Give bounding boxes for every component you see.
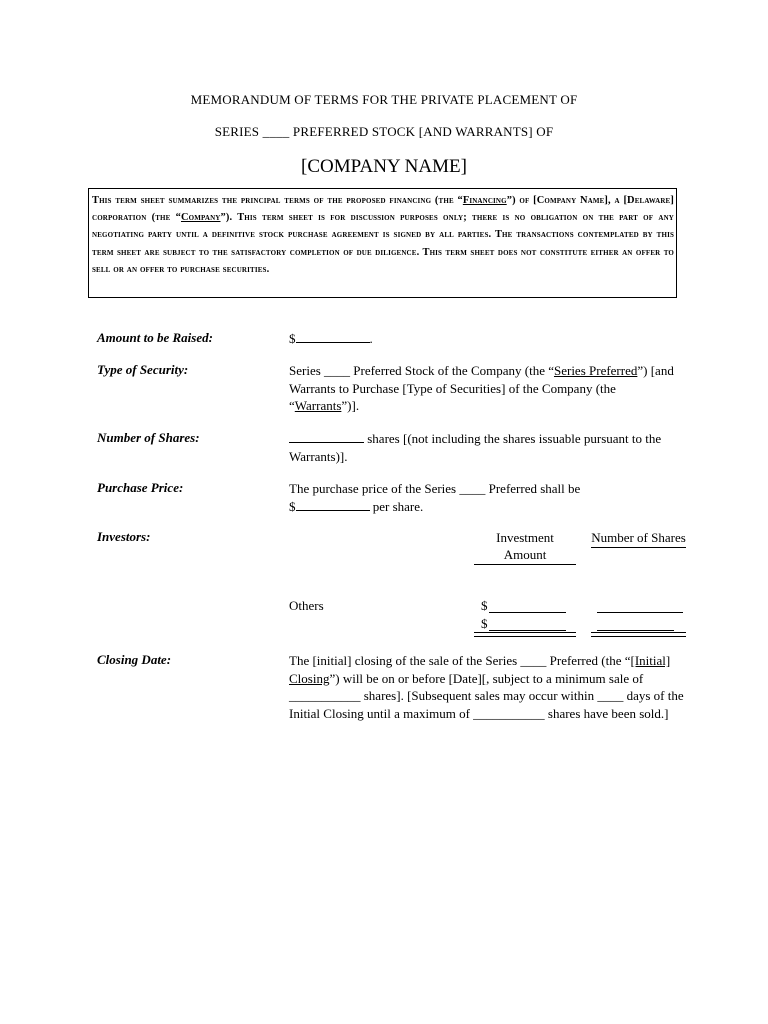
- number-of-shares-header: Number of Shares: [591, 529, 686, 548]
- security-text-2: ”) [and Warrants to Purchase [Type of Securities] of the Company (the “: [289, 363, 674, 413]
- closing-text-1: The [initial] closing of the sale of the Series ____ Preferred (the “: [289, 653, 631, 668]
- shares-blank: [289, 430, 364, 443]
- others-label: Others: [289, 598, 324, 613]
- price-line-2: [289, 498, 681, 516]
- security-label: Type of Security:: [97, 362, 189, 377]
- total-shares-double-rule: [591, 632, 686, 637]
- others-shares-blank: [597, 600, 683, 613]
- price-value: [289, 480, 681, 515]
- investors-label: Investors:: [97, 529, 151, 544]
- price-blank: [296, 498, 370, 511]
- total-amount-double-rule: [474, 632, 576, 637]
- shares-value: [289, 430, 681, 465]
- amount-dollar: $: [289, 331, 296, 346]
- security-value: [289, 362, 681, 415]
- financing-defined-term: Financing: [462, 195, 507, 206]
- amount-suffix: .: [369, 331, 373, 346]
- price-dollar: $: [289, 498, 296, 514]
- summary-box: [88, 188, 677, 298]
- warrants-defined-term: Warrants: [294, 398, 342, 413]
- shares-label: Number of Shares:: [97, 430, 200, 445]
- price-line-1: The purchase price of the Series ____ Preferred shall be: [289, 481, 581, 496]
- amount-value: [289, 330, 681, 348]
- amount-blank: [296, 330, 370, 343]
- closing-text-2: ”) will be on or before [Date][, subject to a minimum sale of ___________ shares]. [Subsequent sales may occur within ____ days of the Initial Closing until a maximum of ___________ shares have been sold.]: [289, 670, 684, 721]
- summary-text-2: ”) of [Company Name], a [Delaware] corporation (the “: [92, 195, 674, 224]
- security-text-1: Series ____ Preferred Stock of the Company (the “: [289, 363, 554, 378]
- price-suffix: per share.: [369, 498, 424, 514]
- others-amount-blank: [489, 600, 566, 613]
- total-amount-blank: [489, 618, 566, 631]
- others-amount-dollar: $: [481, 598, 488, 613]
- summary-text-3: ”). This term sheet is for discussion purposes only; there is no obligation on the part of any negotiating party until a definitive stock purchase agreement is signed by all parties. The transactions contemplated by this term sheet are subject to the satisfactory completion of due diligence. This term sheet does not constitute either an offer to sell or an offer to purchase securities.: [92, 212, 674, 275]
- investment-amount-header: Investment Amount: [474, 529, 576, 565]
- series-preferred-defined-term: Series Preferred: [553, 363, 638, 378]
- total-shares-blank: [597, 618, 674, 631]
- closing-label: Closing Date:: [97, 652, 172, 667]
- title-line-1: MEMORANDUM OF TERMS FOR THE PRIVATE PLACEMENT OF: [190, 92, 578, 107]
- company-name-heading: [COMPANY NAME]: [301, 156, 467, 177]
- total-amount-dollar: $: [481, 616, 488, 631]
- amount-label: Amount to be Raised:: [97, 330, 213, 345]
- shares-text: shares [(not including the shares issuable pursuant to the Warrants)].: [289, 431, 662, 464]
- title-line-2: SERIES ____ PREFERRED STOCK [AND WARRANTS] OF: [214, 124, 554, 139]
- closing-value: [289, 652, 684, 722]
- initial-closing-defined-term: [Initial] Closing: [289, 653, 671, 686]
- price-label: Purchase Price:: [97, 480, 184, 495]
- summary-text-1: This term sheet summarizes the principal terms of the proposed financing (the “: [92, 195, 463, 206]
- security-text-3: ”)].: [341, 398, 360, 413]
- company-defined-term: Company: [180, 212, 221, 224]
